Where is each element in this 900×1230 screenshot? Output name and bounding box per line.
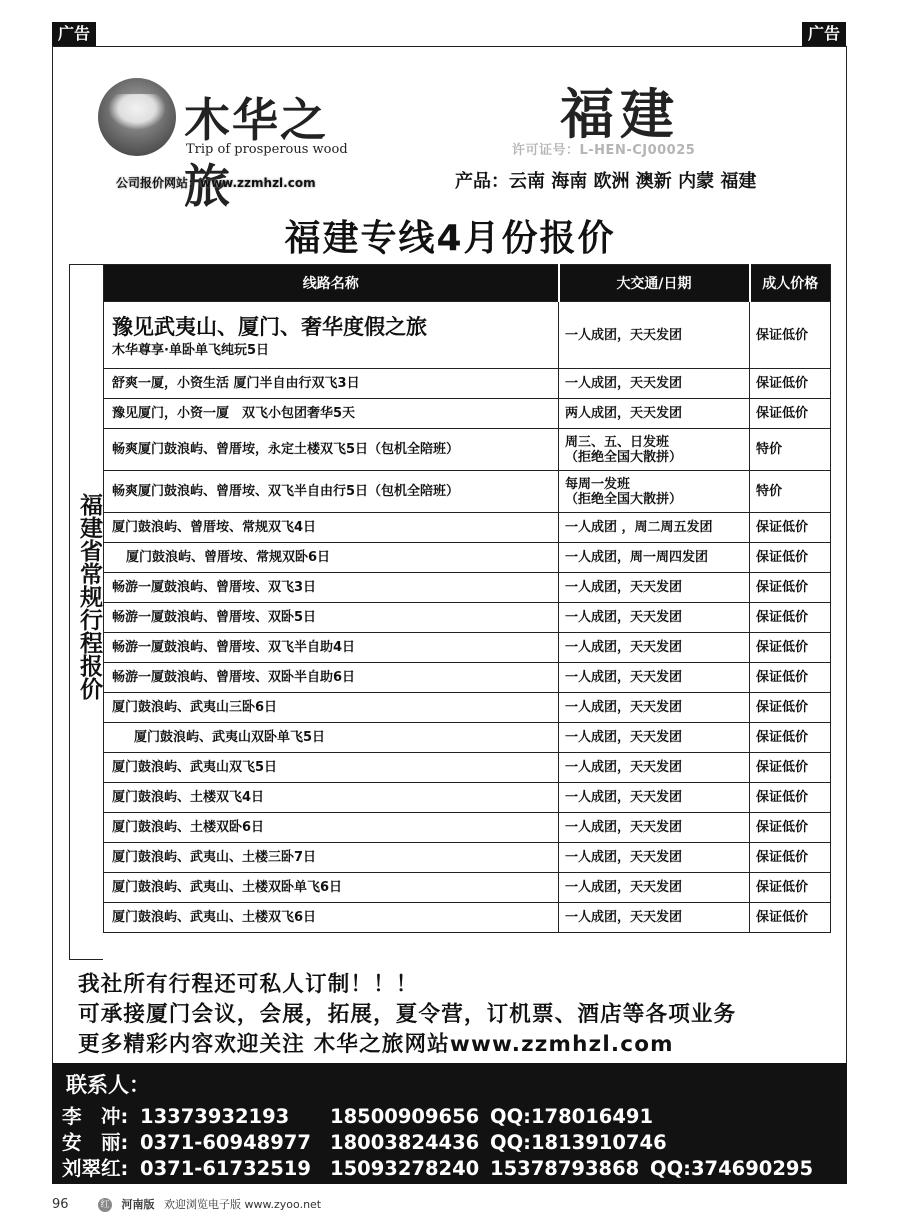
schedule-cell [559, 843, 750, 873]
contact-mobile: 18003824436 [330, 1131, 480, 1154]
price-table [103, 264, 831, 933]
route-name: 畅爽厦门鼓浪屿、曾厝垵，永定土楼双飞5日（包机全陪班） [112, 442, 460, 457]
route-cell [104, 633, 559, 663]
price-cell: 保证低价 [750, 903, 831, 933]
route-cell [104, 843, 559, 873]
notes-block [78, 970, 838, 1060]
table-row [104, 663, 831, 693]
table-header-row [104, 265, 831, 302]
table-row [104, 783, 831, 813]
table-row-featured [104, 302, 831, 369]
table-row [104, 369, 831, 399]
schedule-text: 周三、五、日发班 [565, 434, 670, 450]
featured-route-subtitle: 木华尊享·单卧单飞纯玩5日 [112, 342, 269, 358]
contact-title: 联系人： [66, 1073, 150, 1097]
schedule-text: 一人成团，天天发团 [565, 850, 683, 865]
price-cell: 保证低价 [750, 603, 831, 633]
route-cell [104, 369, 559, 399]
schedule-cell [559, 399, 750, 429]
schedule-note: （拒绝全国大散拼） [565, 491, 683, 507]
table-row [104, 843, 831, 873]
destination-title: 福建 [560, 82, 680, 146]
contact-row [62, 1153, 813, 1181]
contact-qq: QQ:178016491 [490, 1105, 654, 1128]
table-row [104, 573, 831, 603]
table-row [104, 429, 831, 471]
price-cell: 保证低价 [750, 573, 831, 603]
price-cell: 保证低价 [750, 663, 831, 693]
schedule-cell [559, 753, 750, 783]
schedule-cell [559, 783, 750, 813]
route-cell [104, 471, 559, 513]
ad-label-left: 广告 [52, 22, 96, 46]
route-cell [104, 573, 559, 603]
page-footer [52, 1196, 321, 1212]
page-title: 福建专线4月份报价 [284, 218, 616, 259]
route-name: 厦门鼓浪屿、武夷山三卧6日 [112, 700, 278, 715]
schedule-cell [559, 903, 750, 933]
route-name: 厦门鼓浪屿、曾厝垵、常规双卧6日 [126, 550, 331, 565]
schedule-cell [559, 603, 750, 633]
schedule-text: 一人成团，天天发团 [565, 910, 683, 925]
page-number: 96 [52, 1197, 69, 1212]
price-cell: 保证低价 [750, 753, 831, 783]
route-cell [104, 813, 559, 843]
route-name: 厦门鼓浪屿、武夷山、土楼三卧7日 [112, 850, 317, 865]
route-name: 厦门鼓浪屿、武夷山、土楼双卧单飞6日 [112, 880, 343, 895]
side-label-box [69, 264, 103, 960]
license-number: 许可证号：L-HEN-CJ00025 [512, 143, 696, 158]
price-cell: 保证低价 [750, 399, 831, 429]
header-price: 成人价格 [750, 265, 831, 302]
table-row [104, 813, 831, 843]
contact-qq: QQ:374690295 [650, 1157, 814, 1180]
route-name: 畅游一厦鼓浪屿、曾厝垵、双飞3日 [112, 580, 317, 595]
route-cell [104, 399, 559, 429]
table-row [104, 603, 831, 633]
route-cell [104, 543, 559, 573]
note-line: 我社所有行程还可私人订制！！！ [78, 972, 419, 997]
table-row [104, 399, 831, 429]
route-name: 厦门鼓浪屿、武夷山双飞5日 [112, 760, 278, 775]
route-cell [104, 429, 559, 471]
schedule-text: 一人成团，周一周四发团 [565, 550, 709, 565]
schedule-cell [559, 813, 750, 843]
note-line: 可承接厦门会议，会展，拓展，夏令营，订机票、酒店等各项业务 [78, 1002, 737, 1027]
schedule-cell [559, 573, 750, 603]
schedule-text: 一人成团，天天发团 [565, 760, 683, 775]
schedule-cell: 一人成团，天天发团 [559, 302, 750, 369]
table-row [104, 753, 831, 783]
contact-name: 安 丽: [62, 1131, 129, 1154]
contact-name: 刘翠红: [62, 1157, 129, 1180]
schedule-text: 一人成团，天天发团 [565, 610, 683, 625]
route-cell [104, 603, 559, 633]
contact-mobile-2: 15378793868 [490, 1157, 640, 1180]
table-row [104, 723, 831, 753]
contact-mobile: 15093278240 [330, 1157, 480, 1180]
schedule-text: 每周一发班 [565, 476, 631, 492]
featured-route-title: 豫见武夷山、厦门、奢华度假之旅 [112, 314, 427, 339]
price-cell: 特价 [750, 429, 831, 471]
route-cell [104, 693, 559, 723]
schedule-text: 两人成团，天天发团 [565, 406, 683, 421]
price-cell: 保证低价 [750, 723, 831, 753]
schedule-text: 一人成团，天天发团 [565, 700, 683, 715]
schedule-cell [559, 633, 750, 663]
contact-row [62, 1127, 667, 1155]
route-name: 畅游一厦鼓浪屿、曾厝垵、双飞半自助4日 [112, 640, 356, 655]
footer-text: 欢迎浏览电子版 www.zyoo.net [164, 1198, 322, 1211]
table-row [104, 513, 831, 543]
schedule-text: 一人成团 ，周二周五发团 [565, 520, 713, 535]
route-name: 畅爽厦门鼓浪屿、曾厝垵、双飞半自由行5日（包机全陪班） [112, 484, 460, 499]
tree-logo-icon [98, 78, 176, 156]
route-cell [104, 513, 559, 543]
edition-label: 河南版 [121, 1198, 155, 1211]
price-cell: 保证低价 [750, 783, 831, 813]
route-name: 厦门鼓浪屿、土楼双飞4日 [112, 790, 265, 805]
price-cell: 保证低价 [750, 543, 831, 573]
route-cell [104, 783, 559, 813]
route-name: 厦门鼓浪屿、武夷山、土楼双飞6日 [112, 910, 317, 925]
schedule-text: 一人成团，天天发团 [565, 376, 683, 391]
contact-name: 李 冲: [62, 1105, 129, 1128]
schedule-cell [559, 873, 750, 903]
schedule-text: 一人成团，天天发团 [565, 820, 683, 835]
side-label: 福建省常规行程报价 [76, 493, 102, 700]
table-row [104, 471, 831, 513]
table-row [104, 693, 831, 723]
route-cell [104, 302, 559, 369]
price-cell: 保证低价 [750, 873, 831, 903]
schedule-text: 一人成团，天天发团 [565, 730, 683, 745]
edition-badge-icon: 红 [98, 1198, 112, 1212]
route-cell [104, 723, 559, 753]
note-line: 更多精彩内容欢迎关注 木华之旅网站www.zzmhzl.com [78, 1032, 674, 1057]
route-name: 舒爽一厦，小资生活 厦门半自由行双飞3日 [112, 376, 360, 391]
table-row [104, 903, 831, 933]
route-cell [104, 663, 559, 693]
price-cell: 保证低价 [750, 693, 831, 723]
route-name: 畅游一厦鼓浪屿、曾厝垵、双卧半自助6日 [112, 670, 356, 685]
header-route: 线路名称 [104, 265, 559, 302]
schedule-text: 一人成团，天天发团 [565, 790, 683, 805]
schedule-text: 一人成团，天天发团 [565, 880, 683, 895]
schedule-cell [559, 693, 750, 723]
schedule-text: 一人成团，天天发团 [565, 580, 683, 595]
contact-row [62, 1101, 653, 1129]
contact-tel: 0371-60948977 [140, 1131, 311, 1154]
price-cell: 保证低价 [750, 813, 831, 843]
price-cell: 特价 [750, 471, 831, 513]
price-cell: 保证低价 [750, 633, 831, 663]
schedule-text: 一人成团，天天发团 [565, 640, 683, 655]
logo-name: 木华之旅 [184, 93, 328, 213]
contact-mobile: 18500909656 [330, 1105, 480, 1128]
ad-label-right: 广告 [802, 22, 846, 46]
website-line: 公司报价网站：www.zzmhzl.com [116, 176, 316, 190]
price-cell: 保证低价 [750, 302, 831, 369]
header-schedule: 大交通/日期 [559, 265, 750, 302]
schedule-cell [559, 369, 750, 399]
route-name: 豫见厦门，小资一厦 双飞小包团奢华5天 [112, 406, 356, 421]
schedule-cell [559, 723, 750, 753]
route-name: 畅游一厦鼓浪屿、曾厝垵、双卧5日 [112, 610, 317, 625]
schedule-cell [559, 663, 750, 693]
contact-tel: 13373932193 [140, 1105, 290, 1128]
product-list: 产品：云南 海南 欧洲 澳新 内蒙 福建 [455, 171, 757, 192]
price-cell: 保证低价 [750, 843, 831, 873]
schedule-cell [559, 471, 750, 513]
contact-tel: 0371-61732519 [140, 1157, 311, 1180]
route-cell [104, 903, 559, 933]
schedule-text: 一人成团，天天发团 [565, 670, 683, 685]
schedule-cell [559, 543, 750, 573]
route-name: 厦门鼓浪屿、武夷山双卧单飞5日 [134, 730, 326, 745]
route-cell [104, 753, 559, 783]
table-row [104, 873, 831, 903]
route-name: 厦门鼓浪屿、土楼双卧6日 [112, 820, 265, 835]
price-cell: 保证低价 [750, 369, 831, 399]
price-cell: 保证低价 [750, 513, 831, 543]
table-row [104, 633, 831, 663]
contact-panel [52, 1063, 847, 1184]
route-cell [104, 873, 559, 903]
table-row [104, 543, 831, 573]
logo-subtitle: Trip of prosperous wood [186, 142, 348, 157]
schedule-note: （拒绝全国大散拼） [565, 449, 683, 465]
route-name: 厦门鼓浪屿、曾厝垵、常规双飞4日 [112, 520, 317, 535]
schedule-cell [559, 513, 750, 543]
schedule-cell [559, 429, 750, 471]
contact-qq: QQ:1813910746 [490, 1131, 667, 1154]
